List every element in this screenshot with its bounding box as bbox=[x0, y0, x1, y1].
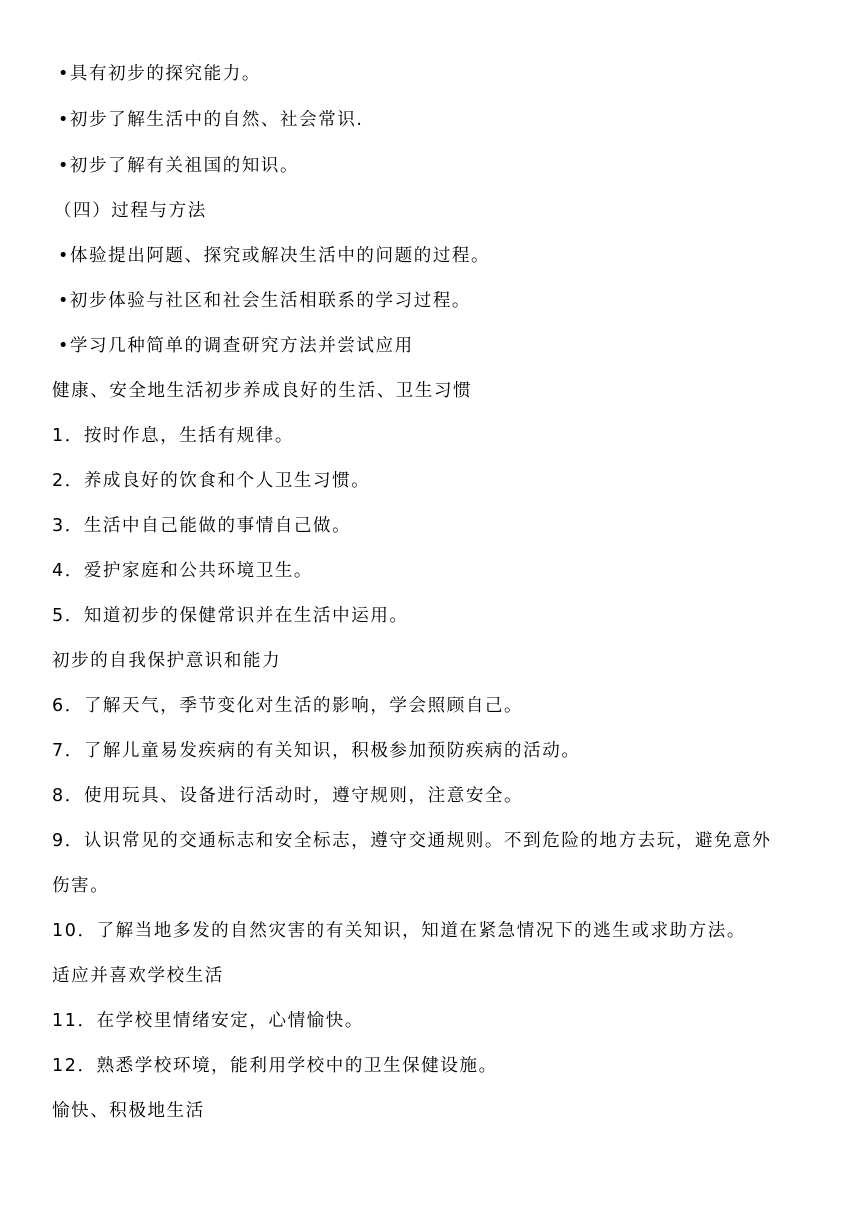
list-item: 8．使用玩具、设备进行活动时，遵守规则，注意安全。 bbox=[52, 786, 524, 806]
list-item: 1．按时作息，生括有规律。 bbox=[52, 426, 294, 446]
list-item: 10．了解当地多发的自然灾害的有关知识，知道在紧急情况下的逃生或求助方法。 bbox=[52, 921, 746, 941]
text-line: •体验提出阿题、探究或解决生活中的问题的过程。 bbox=[58, 246, 491, 266]
text-line: •具有初步的探究能力。 bbox=[58, 64, 261, 84]
text-line: •初步了解有关祖国的知识。 bbox=[58, 156, 300, 176]
list-item: 5．知道初步的保健常识并在生活中运用。 bbox=[52, 606, 409, 626]
list-item: 4．爱护家庭和公共环境卫生。 bbox=[52, 561, 314, 581]
list-item: 12．熟悉学校环境，能利用学校中的卫生保健设施。 bbox=[52, 1056, 498, 1076]
text-line: •初步了解生活中的自然、社会常识. bbox=[58, 110, 364, 130]
list-item-continuation: 伤害。 bbox=[52, 876, 110, 896]
section-heading: 愉快、积极地生活 bbox=[52, 1101, 205, 1121]
list-item: 11．在学校里情绪安定，心情愉快。 bbox=[52, 1011, 364, 1031]
list-item: 3．生活中自己能做的事情自己做。 bbox=[52, 516, 352, 536]
text-line: •初步体验与社区和社会生活相联系的学习过程。 bbox=[58, 291, 472, 311]
section-heading: 适应并喜欢学校生活 bbox=[52, 966, 224, 986]
list-item: 7．了解儿童易发疾病的有关知识，积极参加预防疾病的活动。 bbox=[52, 741, 581, 761]
list-item: 2．养成良好的饮食和个人卫生习惯。 bbox=[52, 471, 371, 491]
section-heading: 初步的自我保护意识和能力 bbox=[52, 651, 282, 671]
section-heading: （四）过程与方法 bbox=[54, 201, 207, 221]
list-item: 9．认识常见的交通标志和安全标志，遵守交通规则。不到危险的地方去玩，避免意外 bbox=[52, 831, 772, 851]
list-item: 6．了解天气，季节变化对生活的影响，学会照顾自己。 bbox=[52, 696, 524, 716]
text-line: •学习几种简单的调查研究方法并尝试应用 bbox=[58, 336, 414, 356]
section-heading: 健康、安全地生活初步养成良好的生活、卫生习惯 bbox=[52, 381, 473, 401]
